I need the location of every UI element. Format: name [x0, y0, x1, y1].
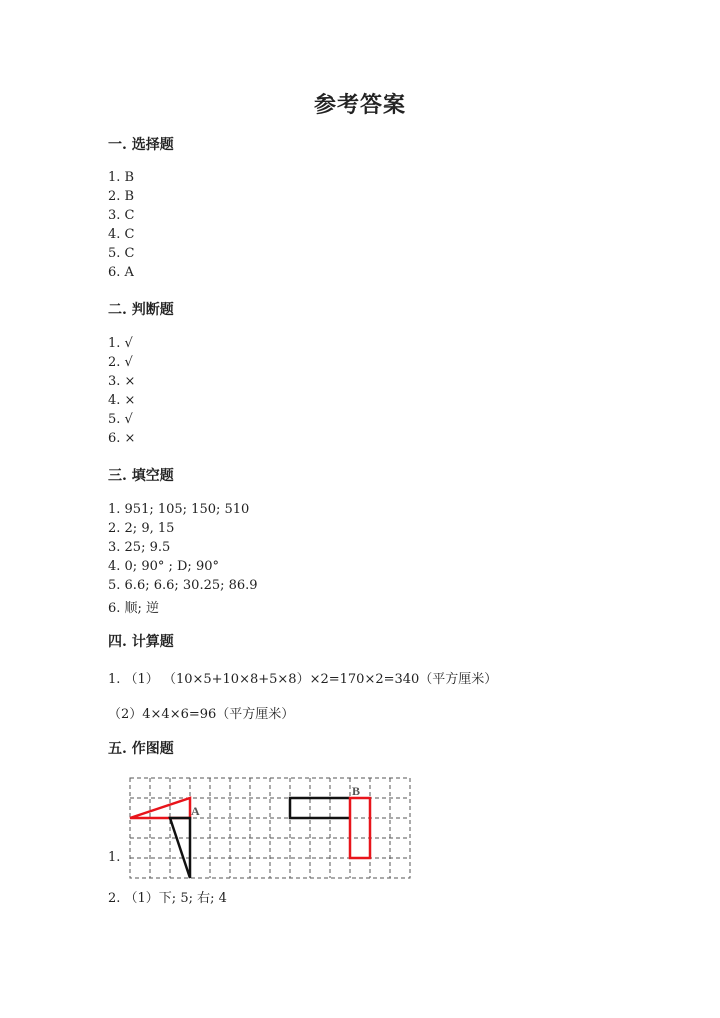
answer-line: 2. 2; 9, 15	[108, 521, 175, 536]
section-heading-choice: 一. 选择题	[108, 137, 174, 153]
answer-line: 2. B	[108, 189, 135, 204]
answer-line: 2. √	[108, 355, 133, 370]
section-heading-judgement: 二. 判断题	[108, 302, 174, 318]
answer-line: 1. √	[108, 336, 133, 351]
answer-line: 2. （1）下; 5; 右; 4	[108, 891, 227, 906]
answer-line: 1. （1） （10×5+10×8+5×8）×2=170×2=340（平方厘米）	[108, 672, 498, 687]
section-heading-calculation: 四. 计算题	[108, 634, 174, 650]
answer-line: （2）4×4×6=96（平方厘米）	[108, 707, 295, 722]
point-label-a: A	[191, 804, 200, 818]
answer-line: 5. √	[108, 412, 133, 427]
black-triangle	[170, 818, 190, 878]
section-heading-fill-in: 三. 填空题	[108, 468, 174, 484]
black-rectangle	[290, 798, 350, 818]
answer-line: 3. 25; 9.5	[108, 540, 171, 555]
answer-line: 6. A	[108, 265, 134, 280]
answer-line: 4. 0; 90° ; D; 90°	[108, 559, 219, 574]
answer-line: 3. C	[108, 208, 135, 223]
dashed-grid	[130, 778, 410, 878]
section-heading-drawing: 五. 作图题	[108, 741, 174, 757]
grid-figure-svg	[128, 776, 414, 880]
answer-line: 6. 顺; 逆	[108, 601, 160, 616]
red-triangle	[130, 798, 190, 818]
answer-line: 5. C	[108, 246, 135, 261]
answer-line: 4. C	[108, 227, 135, 242]
answer-line: 1.	[108, 850, 121, 865]
drawing-figure	[128, 776, 414, 884]
red-rectangle	[350, 798, 370, 858]
answer-line: 1. 951; 105; 150; 510	[108, 502, 250, 517]
answer-line: 4. ×	[108, 393, 136, 408]
point-label-b: B	[352, 784, 361, 798]
answer-line: 3. ×	[108, 374, 136, 389]
answer-line: 1. B	[108, 170, 135, 185]
answer-line: 5. 6.6; 6.6; 30.25; 86.9	[108, 578, 258, 593]
answer-line: 6. ×	[108, 431, 136, 446]
page-title: 参考答案	[313, 92, 406, 118]
